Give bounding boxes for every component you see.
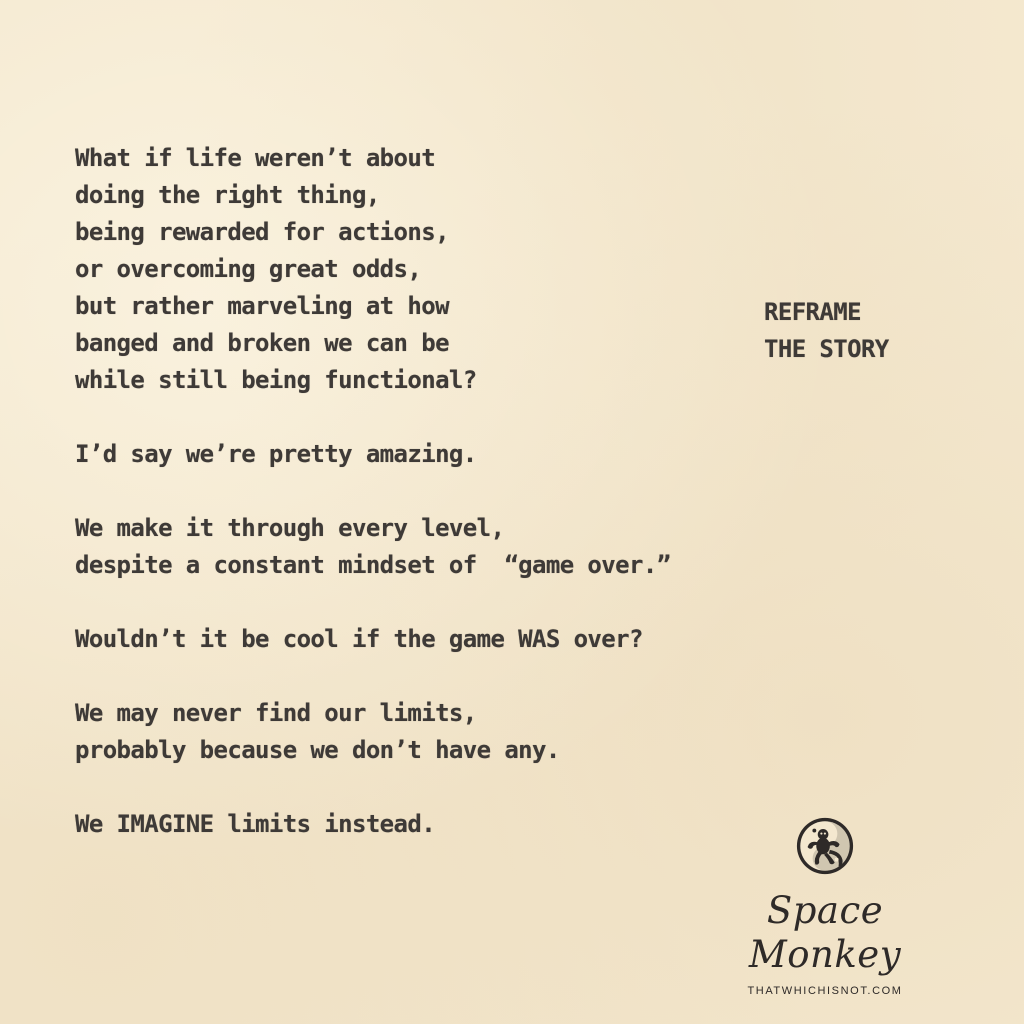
poem-line: while still being functional? [75,366,477,394]
poem-stanza [75,695,765,769]
poem-line: Wouldn’t it be cool if the game WAS over? [75,625,643,653]
poem-line: or overcoming great odds, [75,255,422,283]
poem-line: banged and broken we can be [75,329,449,357]
monkey-yin-yang-icon [794,815,856,877]
poem-line: We make it through every level, [75,514,505,542]
logo-website: THATWHICHISNOT.COM [747,985,903,997]
poem-line: What if life weren’t about [75,144,436,172]
poem-stanza [75,140,765,399]
poem-stanza [75,806,765,843]
poem-stanza [75,510,765,584]
space-monkey-logo [690,815,960,997]
logo-title: Space Monkey [748,889,902,976]
reframe-heading-line: REFRAME [764,298,861,326]
poem-line: We may never find our limits, [75,699,477,727]
reframe-heading-line: THE STORY [764,335,889,363]
poem-line: despite a constant mindset of “game over.” [75,551,671,579]
poem-stanza [75,436,765,473]
poem-line: being rewarded for actions, [75,218,449,246]
poem [75,140,765,843]
poem-stanza [75,621,765,658]
poem-line: probably because we don’t have any. [75,736,560,764]
poem-line: I’d say we’re pretty amazing. [75,440,477,468]
poem-line: We IMAGINE limits instead. [75,810,436,838]
poem-line: doing the right thing, [75,181,380,209]
reframe-heading [764,294,889,368]
poem-line: but rather marveling at how [75,292,449,320]
